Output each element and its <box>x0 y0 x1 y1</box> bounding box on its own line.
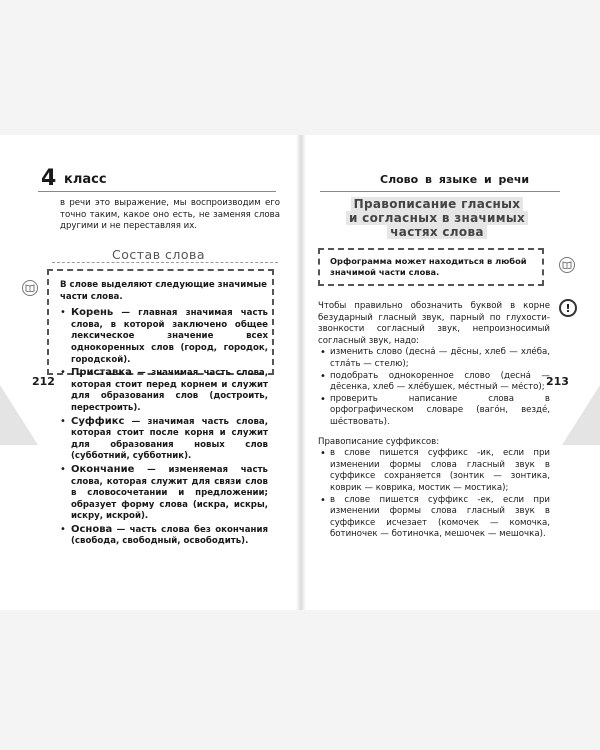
term-definition: — главная значимая часть слова, в которой заключено общее лексическое значение всех однокоренных слов (город, городок, городской). <box>71 308 268 365</box>
term-name: Приставка <box>71 367 132 379</box>
heading-line-3: частях слова <box>387 225 486 239</box>
paragraph-1: Чтобы правильно обозначить буквой в корне безударный гласный звук, парный по глухости-звонкости согласный звук, непроизносимый согласный звук, надо: <box>318 301 550 346</box>
page-number-left: 212 <box>32 375 55 388</box>
heading-line-1: Правописание гласных <box>351 197 524 211</box>
term-item <box>60 416 268 463</box>
bullet-list-1 <box>318 347 550 428</box>
exclamation-icon: ! <box>559 299 577 317</box>
header-divider-right <box>320 191 560 192</box>
term-definition: — изменяемая часть слова, которая служит для связи слов в словосочетании и предложении; образует форму слова (искра, искры, искру, искрой). <box>71 464 268 522</box>
term-item <box>60 464 268 523</box>
heading-line-2: и согласных в значимых <box>346 211 528 225</box>
page-number-right: 213 <box>546 375 569 388</box>
bullet-item: • изменить слово (деснá — дёсны, хлеб — хлéба, стлáть — стелю); <box>318 347 550 370</box>
subheading-rule <box>52 262 278 263</box>
term-name: Суффикс <box>71 415 125 427</box>
term-item <box>60 524 268 548</box>
right-body <box>318 301 550 541</box>
box-intro: В слове выделяют следующие значимые части слова. <box>60 280 267 302</box>
suffix-heading: Правописание суффиксов: <box>318 436 440 447</box>
header-divider-left <box>38 191 276 192</box>
term-list <box>60 307 268 548</box>
book-icon <box>22 280 38 296</box>
term-item <box>60 307 268 366</box>
term-name: Основа <box>71 523 113 535</box>
definitions-box <box>60 280 268 549</box>
subheading: Состав слова <box>112 247 206 262</box>
bullet-item: • подобрать однокоренное слово (деснá — дёсенка, хлеб — хлéбушек, мéстный — мéсто); <box>318 371 550 394</box>
term-item <box>60 367 268 414</box>
bullet-list-2 <box>318 448 550 541</box>
term-name: Окончание <box>71 463 135 475</box>
bullet-item: • проверить написание слова в орфографическом словаре (вагóн, вездé, шéствовать). <box>318 394 550 429</box>
page-gutter <box>296 135 306 610</box>
term-definition: — часть слова без окончания (свобода, свободный, освободить). <box>71 524 268 547</box>
page-corner-right <box>562 385 600 445</box>
term-definition: — значимая часть слова, которая стоит перед корнем и служит для образования слов (достроить, перестроить). <box>71 368 268 413</box>
bullet-item: • в слове пишется суффикс -ик, если при изменении формы слова гласный звук в суффиксе сохраняется (зонтик — зонтика, коврик — коврика, мостик — мостика); <box>318 448 550 494</box>
page-corner-left <box>0 385 38 445</box>
intro-paragraph: в речи это выражение, мы воспроизводим его точно таким, какое оно есть, не заменяя слова другими и не переставляя их. <box>60 198 280 232</box>
rule-text: Орфограмма может находиться в любой значимой части слова. <box>330 256 527 277</box>
page-heading <box>344 195 530 241</box>
section-title: Слово в языке и речи <box>380 173 530 186</box>
term-name: Корень <box>71 307 114 319</box>
book-icon <box>559 257 575 273</box>
bullet-item: • в слове пишется суффикс -ек, если при изменении формы слова гласный звук в суффиксе исчезает (комочек — комочка, ботиночек — ботиночка, мешочек — мешочка). <box>318 495 550 541</box>
grade-label: класс <box>64 172 107 187</box>
rule-box <box>318 248 544 286</box>
term-definition: — значимая часть слова, которая стоит после корня и служит для образования новых слов (субботний, субботник). <box>71 416 268 462</box>
grade-number: 4 <box>41 166 57 191</box>
